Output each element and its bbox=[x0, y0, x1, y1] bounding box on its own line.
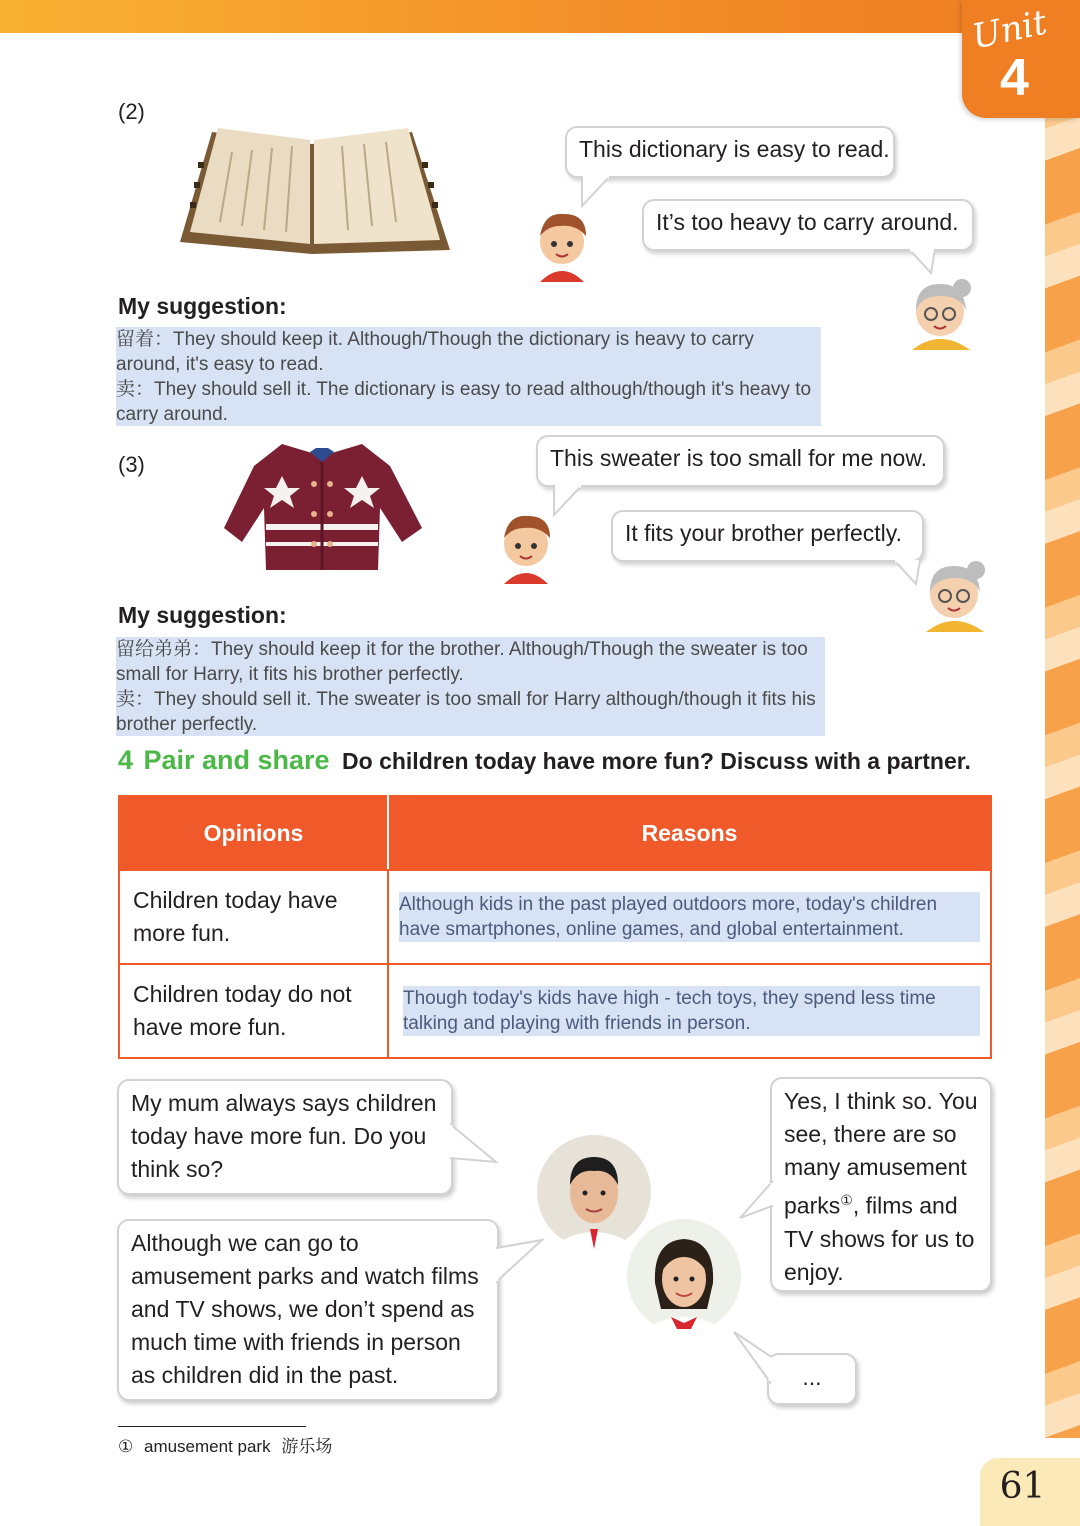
dialogue-bubble-3 bbox=[770, 1077, 992, 1292]
column-header-reasons: Reasons bbox=[388, 796, 991, 870]
table-header-row bbox=[119, 796, 991, 870]
reason-cell bbox=[388, 964, 991, 1058]
bubble-tail bbox=[905, 249, 939, 275]
dialogue-bubble-1: My mum always says children today have more fun. Do you think so? bbox=[117, 1079, 453, 1195]
footnote bbox=[118, 1432, 332, 1457]
sweater-image bbox=[222, 438, 426, 578]
suggestion-line: 卖：They should sell it. The sweater is too small for Harry although/though it fits his brother perfectly. bbox=[116, 689, 816, 735]
section-number: 4 bbox=[118, 745, 134, 775]
footnote-rule bbox=[118, 1426, 306, 1427]
speech-bubble-boy-3: This sweater is too small for me now. bbox=[536, 435, 945, 487]
bubble-tail bbox=[738, 1180, 774, 1222]
footnote-translation: 游乐场 bbox=[281, 1437, 333, 1457]
section-question: Do children today have more fun? Discuss with a partner. bbox=[342, 748, 971, 774]
boy-avatar bbox=[530, 206, 594, 286]
speech-bubble-boy-2: This dictionary is easy to read. bbox=[565, 126, 895, 178]
suggestion-line: 留给弟弟：They should keep it for the brother. Although/Though the sweater is too small for Harry, it fits his brother perfectly. bbox=[116, 639, 808, 685]
table-row bbox=[119, 870, 991, 964]
bubble-tail bbox=[450, 1120, 502, 1166]
suggestion-title-3: My suggestion: bbox=[118, 602, 287, 628]
footnote-mark: ① bbox=[118, 1437, 134, 1456]
opinion-cell bbox=[119, 964, 388, 1058]
table-row bbox=[119, 964, 991, 1058]
reason-text: Although kids in the past played outdoors more, today's children have smartphones, online games, and global entertainment. bbox=[399, 892, 980, 942]
unit-word: Unit bbox=[968, 2, 1051, 58]
bubble-3-text: Yes, I think so. You see, there are so many amusement parks bbox=[784, 1088, 978, 1219]
page-number: 61 bbox=[999, 1466, 1046, 1507]
column-header-opinions: Opinions bbox=[119, 796, 388, 870]
item-2-label: (2) bbox=[118, 99, 145, 124]
dialogue-bubble-2: Although we can go to amusement parks and watch films and TV shows, we don’t spend as much time with friends in person as children did in the past. bbox=[117, 1219, 499, 1401]
opinion-text: Children today have more fun. bbox=[133, 887, 338, 946]
item-3-label: (3) bbox=[118, 452, 145, 477]
speech-bubble-grandma-2: It’s too heavy to carry around. bbox=[642, 199, 974, 251]
bubble-3-text-end: , films and TV shows for us to enjoy. bbox=[784, 1192, 975, 1285]
dialogue-bubble-4: ... bbox=[767, 1353, 857, 1405]
suggestion-answer-2 bbox=[116, 327, 821, 426]
unit-tab bbox=[962, 0, 1080, 118]
opinions-table bbox=[118, 795, 992, 1059]
section-heading bbox=[118, 745, 971, 776]
bubble-tail bbox=[578, 176, 618, 210]
speech-bubble-grandma-3: It fits your brother perfectly. bbox=[611, 510, 924, 562]
side-decoration bbox=[1045, 33, 1080, 1438]
suggestion-line: 卖：They should sell it. The dictionary is easy to read although/though it's heavy to carry around. bbox=[116, 379, 812, 425]
girl-student-photo bbox=[627, 1217, 741, 1335]
unit-number: 4 bbox=[1000, 49, 1029, 107]
suggestion-line: 留着：They should keep it. Although/Though the dictionary is heavy to carry around, it's easy to read. bbox=[116, 329, 754, 375]
footnote-term: amusement park bbox=[143, 1437, 271, 1456]
suggestion-title-2: My suggestion: bbox=[118, 293, 287, 319]
footnote-mark: ① bbox=[840, 1192, 853, 1208]
top-banner bbox=[0, 0, 1080, 33]
reason-cell bbox=[388, 870, 991, 964]
boy-avatar bbox=[494, 508, 558, 588]
page-number-box bbox=[980, 1458, 1080, 1526]
grandma-avatar bbox=[918, 558, 990, 634]
opinion-cell bbox=[119, 870, 388, 964]
opinion-text: Children today do not have more fun. bbox=[133, 981, 352, 1040]
suggestion-answer-3 bbox=[116, 637, 825, 736]
bubble-tail bbox=[732, 1330, 772, 1386]
reason-text: Though today's kids have high - tech toys, they spend less time talking and playing with friends in person. bbox=[403, 986, 980, 1036]
grandma-avatar bbox=[904, 276, 976, 352]
dictionary-image bbox=[172, 122, 454, 258]
section-title: Pair and share bbox=[143, 745, 330, 775]
